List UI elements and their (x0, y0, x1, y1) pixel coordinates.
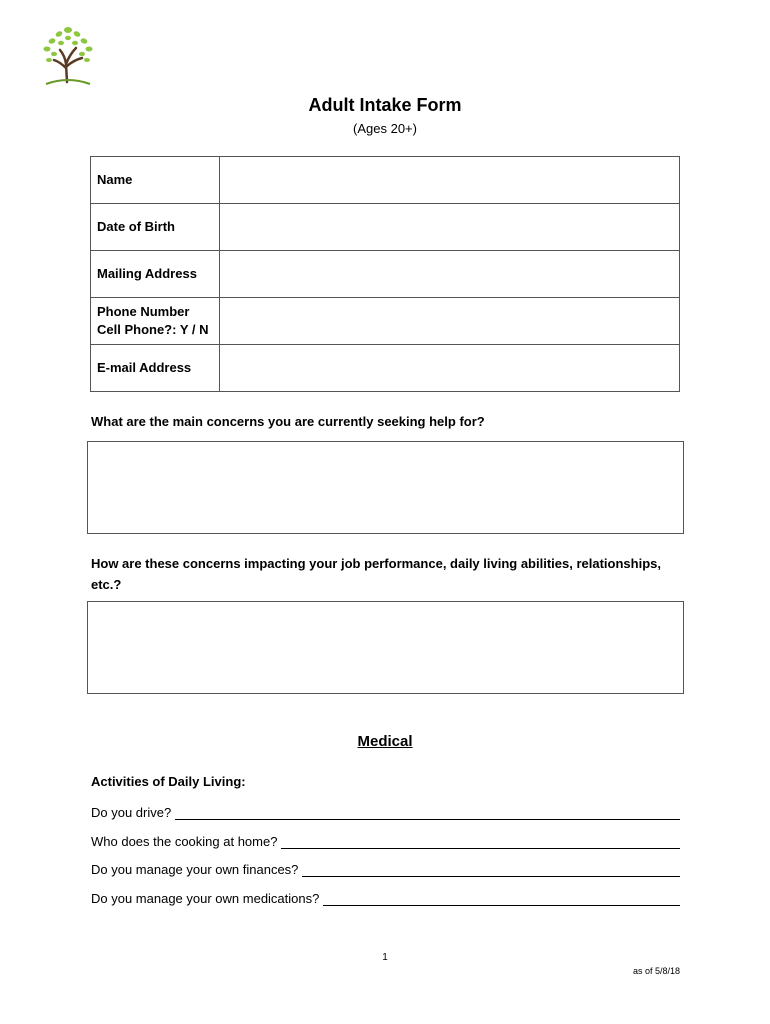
phone-label-cell (91, 298, 220, 345)
finances-answer-line[interactable] (302, 862, 680, 877)
adl-subheading: Activities of Daily Living: (91, 774, 246, 789)
version-date: as of 5/8/18 (632, 966, 680, 976)
impact-question: How are these concerns impacting your job performance, daily living abilities, relationships, etc.? (91, 556, 661, 592)
form-title: Adult Intake Form (308, 95, 462, 115)
drive-question-line (91, 802, 680, 820)
medications-question: Do you manage your own medications? (91, 891, 320, 906)
dob-label: Date of Birth (91, 204, 220, 251)
drive-question: Do you drive? (91, 805, 172, 820)
table-row (91, 157, 680, 204)
page-number: 1 (382, 952, 388, 963)
medications-question-line (91, 888, 680, 906)
tree-logo-icon (40, 24, 96, 88)
phone-number-label: Phone Number (97, 304, 190, 319)
table-row (91, 298, 680, 345)
cell-phone-label: Cell Phone?: Y / N (97, 322, 209, 337)
mailing-address-label: Mailing Address (91, 251, 220, 298)
medications-answer-line[interactable] (323, 891, 680, 906)
name-label: Name (91, 157, 220, 204)
dob-field[interactable] (220, 204, 680, 251)
table-row (91, 251, 680, 298)
concerns-answer-box[interactable] (87, 441, 684, 534)
personal-info-table (90, 156, 680, 392)
email-label: E-mail Address (91, 345, 220, 392)
cooking-question: Who does the cooking at home? (91, 834, 278, 849)
name-field[interactable] (220, 157, 680, 204)
medical-heading: Medical (357, 733, 413, 750)
form-subtitle: (Ages 20+) (353, 121, 417, 136)
phone-field[interactable] (220, 298, 680, 345)
cooking-question-line (91, 831, 680, 849)
concerns-question: What are the main concerns you are currently seeking help for? (91, 414, 485, 429)
table-row (91, 204, 680, 251)
impact-answer-box[interactable] (87, 601, 684, 694)
mailing-address-field[interactable] (220, 251, 680, 298)
email-field[interactable] (220, 345, 680, 392)
finances-question-line (91, 859, 680, 877)
drive-answer-line[interactable] (175, 805, 680, 820)
cooking-answer-line[interactable] (281, 834, 680, 849)
table-row (91, 345, 680, 392)
finances-question: Do you manage your own finances? (91, 862, 299, 877)
